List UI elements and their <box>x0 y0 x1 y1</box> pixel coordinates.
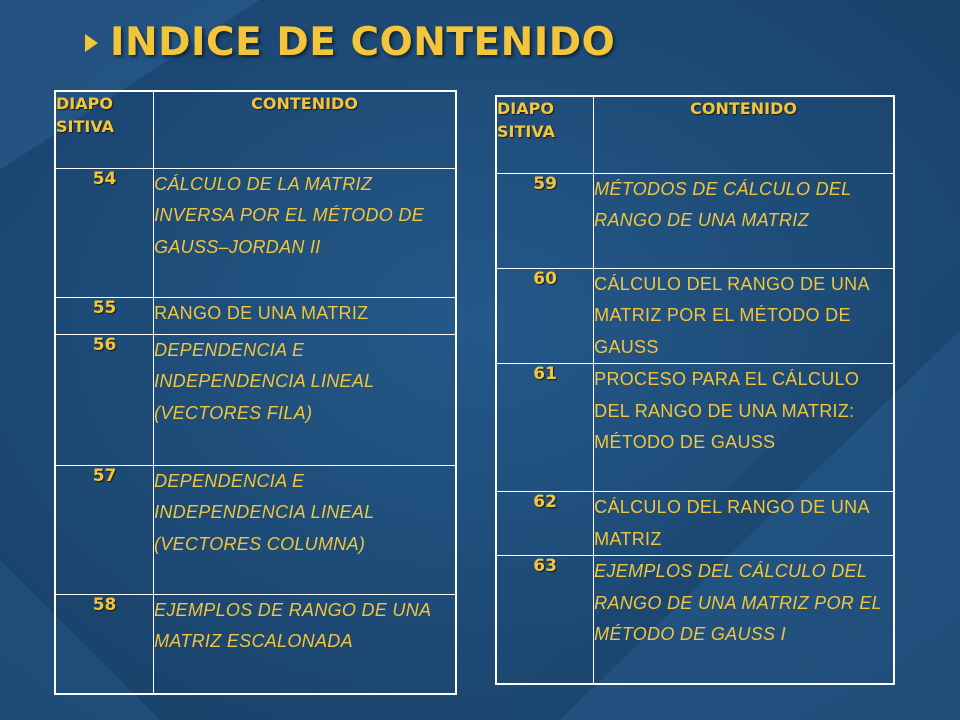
table-header-row <box>55 91 456 168</box>
table-row <box>55 594 456 694</box>
content-cell <box>154 168 456 297</box>
content-cell <box>594 492 894 556</box>
slide-number-label: 57 <box>92 465 117 486</box>
index-table-right <box>495 95 895 685</box>
table-row <box>55 297 456 334</box>
table-row <box>496 268 894 364</box>
content-cell <box>154 297 456 334</box>
slide-number <box>496 556 594 684</box>
content-cell <box>594 173 894 268</box>
column-header-slide: DIAPO SITIVA <box>55 91 154 168</box>
column-header-content: CONTENIDO <box>594 96 894 173</box>
table-row <box>55 168 456 297</box>
title-bullet-icon <box>85 34 98 52</box>
content-text: DEPENDENCIA E INDEPENDENCIA LINEAL (VECTORES FILA) <box>154 339 375 423</box>
content-cell <box>154 465 456 594</box>
content-cell <box>594 556 894 684</box>
slide-number <box>496 173 594 268</box>
content-text: PROCESO PARA EL CÁLCULO DEL RANGO DE UNA MATRIZ: MÉTODO DE GAUSS <box>594 369 860 452</box>
content-text: CÁLCULO DE LA MATRIZ INVERSA POR EL MÉTODO DE GAUSS–JORDAN II <box>154 173 425 257</box>
table-row <box>55 465 456 594</box>
table-row <box>496 556 894 684</box>
slide-number-label: 56 <box>92 334 117 355</box>
content-cell <box>594 364 894 492</box>
content-text: DEPENDENCIA E INDEPENDENCIA LINEAL (VECTORES COLUMNA) <box>154 470 375 554</box>
content-cell <box>154 334 456 465</box>
slide-number <box>55 594 154 694</box>
content-text: RANGO DE UNA MATRIZ <box>154 302 369 323</box>
content-cell <box>594 268 894 364</box>
slide-number-label: 60 <box>533 268 557 289</box>
slide-number <box>55 465 154 594</box>
content-text: CÁLCULO DEL RANGO DE UNA MATRIZ POR EL MÉTODO DE GAUSS <box>594 273 869 357</box>
slide-number-label: 58 <box>92 594 117 615</box>
slide-number <box>55 334 154 465</box>
table-row <box>496 492 894 556</box>
content-cell <box>154 594 456 694</box>
column-header-content: CONTENIDO <box>154 91 456 168</box>
slide-number-label: 59 <box>533 173 557 194</box>
slide-number-label: 63 <box>533 556 557 576</box>
page-title: INDICE DE CONTENIDO <box>110 20 616 65</box>
content-text: EJEMPLOS DE RANGO DE UNA MATRIZ ESCALONADA <box>154 599 431 651</box>
slide-number <box>55 168 154 297</box>
slide-number <box>496 492 594 556</box>
content-text: EJEMPLOS DEL CÁLCULO DEL RANGO DE UNA MATRIZ POR EL MÉTODO DE GAUSS I <box>594 561 882 644</box>
slide-number <box>496 268 594 364</box>
slide-number <box>55 297 154 334</box>
table-row <box>496 364 894 492</box>
content-text: CÁLCULO DEL RANGO DE UNA MATRIZ <box>594 497 869 549</box>
slide-number-label: 61 <box>533 364 557 384</box>
slide-number-label: 62 <box>533 492 557 512</box>
slide-number-label: 55 <box>92 297 117 318</box>
content-text: MÉTODOS DE CÁLCULO DEL RANGO DE UNA MATRIZ <box>594 178 852 230</box>
column-header-slide: DIAPO SITIVA <box>496 96 594 173</box>
index-table-left <box>54 90 457 695</box>
slide-number-label: 54 <box>92 168 117 189</box>
table-row <box>496 173 894 268</box>
slide-number <box>496 364 594 492</box>
table-row <box>55 334 456 465</box>
table-header-row <box>496 96 894 173</box>
